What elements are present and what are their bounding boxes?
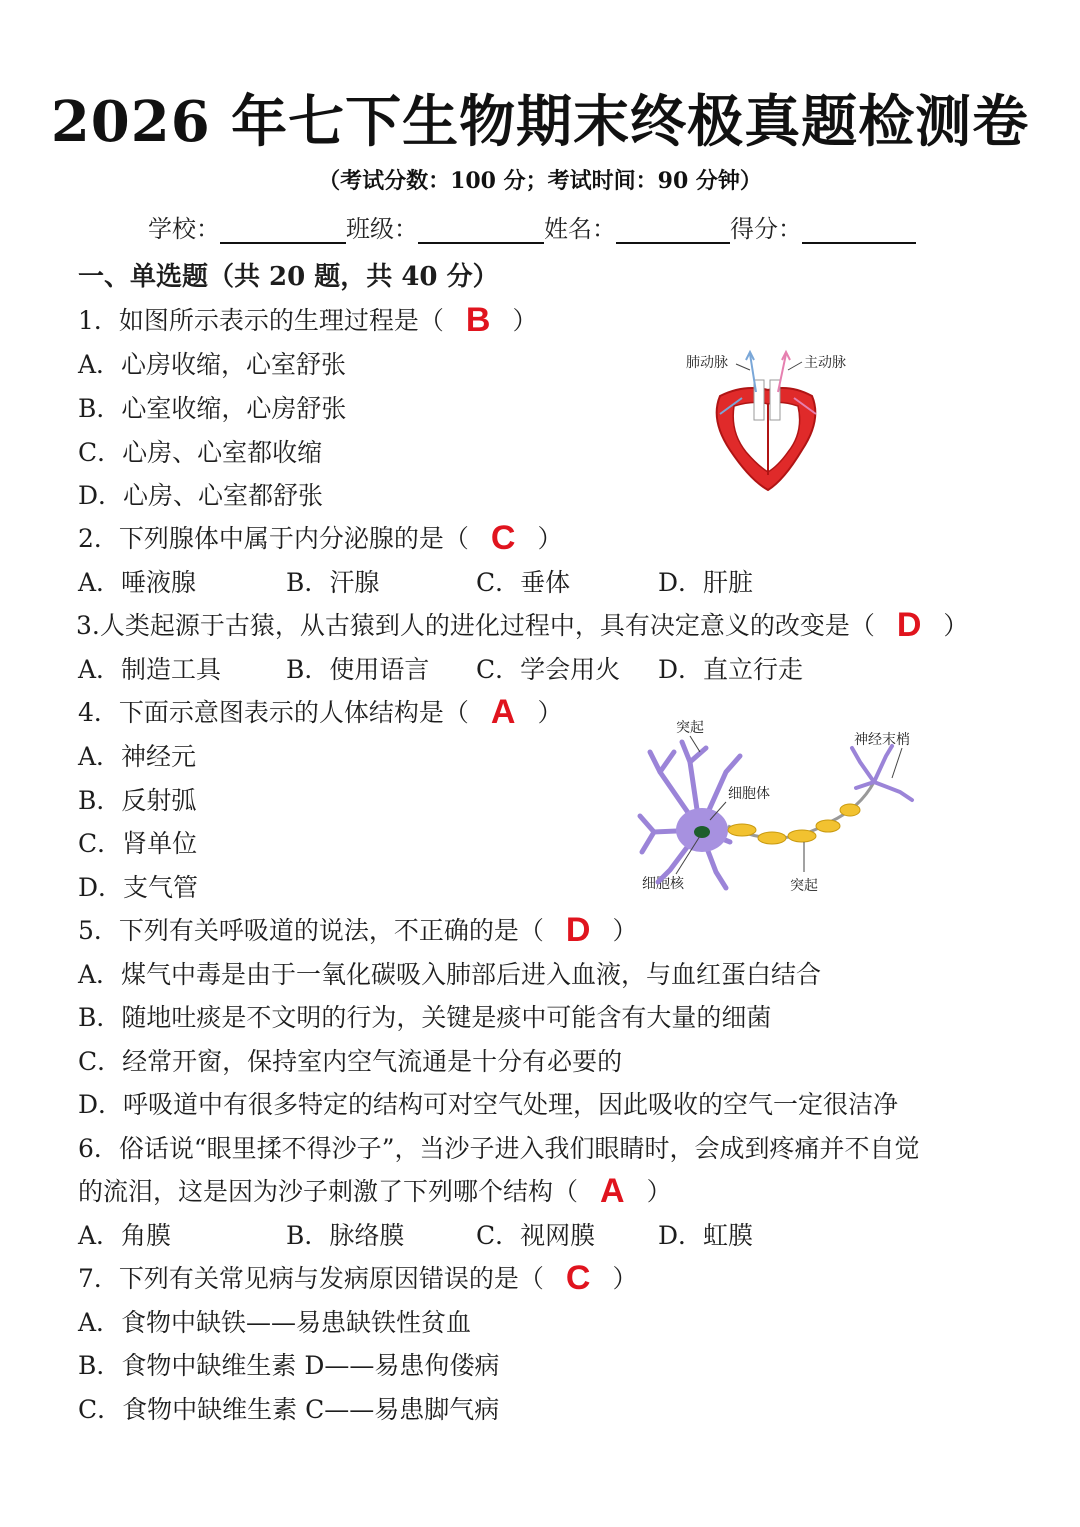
question-6-stem: 6．俗话说“眼里揉不得沙子”，当沙子进入我们眼睛时，会成到疼痛并不自觉 — [78, 1134, 920, 1163]
q3-options — [78, 653, 803, 687]
leader-nerve-ending — [892, 748, 902, 778]
q6-option-d: D．虹膜 — [658, 1221, 754, 1250]
q2-option-a: A．唾液腺 — [78, 568, 197, 597]
answer-7: C — [565, 1259, 591, 1297]
q4-option-c: C．肾单位 — [78, 829, 198, 858]
section-title: 一、单选题（共 20 题，共 40 分） — [78, 262, 499, 292]
class-label: 班级： — [346, 215, 418, 243]
q6-options — [78, 1219, 753, 1253]
class-blank[interactable] — [418, 216, 544, 244]
name-blank[interactable] — [616, 216, 730, 244]
exam-title: 2026 年七下生物期末终极真题检测卷 — [50, 89, 1030, 155]
q3-option-b: B．使用语言 — [286, 655, 430, 684]
school-blank[interactable] — [220, 216, 346, 244]
label-nucleus: 细胞核 — [642, 876, 684, 892]
question-4-stem: 4．下面示意图表示的人体结构是（ A ） — [78, 693, 563, 731]
exam-subtitle: （考试分数：100 分；考试时间：90 分钟） — [318, 168, 762, 194]
label-nerve-ending: 神经末梢 — [854, 732, 910, 748]
q1-option-a: A．心房收缩，心室舒张 — [78, 350, 347, 379]
answer-5: D — [565, 911, 591, 949]
q2-options — [78, 566, 753, 600]
q3-option-a: A．制造工具 — [78, 655, 222, 684]
leader-aorta — [788, 362, 802, 370]
nucleus — [694, 826, 710, 838]
q5-option-a: A．煤气中毒是由于一氧化碳吸入肺部后进入血液，与血红蛋白结合 — [78, 960, 822, 989]
heart-diagram — [680, 340, 870, 500]
q3-option-d: D．直立行走 — [658, 655, 804, 684]
q6-option-b: B．脉络膜 — [286, 1221, 405, 1250]
q3-option-c: C．学会用火 — [476, 655, 621, 684]
leader-dendrite — [690, 736, 700, 752]
q2-option-c: C．垂体 — [476, 568, 571, 597]
school-label: 学校： — [148, 215, 220, 243]
question-7-stem: 7．下列有关常见病与发病原因错误的是（ C ） — [78, 1259, 638, 1297]
q6-option-a: A．角膜 — [78, 1221, 172, 1250]
leader-pulmonary — [736, 364, 750, 370]
answer-6: A — [600, 1172, 625, 1210]
q1-option-b: B．心室收缩，心房舒张 — [78, 394, 347, 423]
score-label: 得分： — [730, 215, 802, 243]
label-aorta: 主动脉 — [804, 355, 846, 371]
answer-4: A — [490, 693, 516, 731]
q4-option-d: D．支气管 — [78, 873, 199, 902]
q7-option-a: A．食物中缺铁——易患缺铁性贫血 — [78, 1308, 472, 1337]
axon-terminals — [852, 746, 912, 800]
answer-1: B — [465, 301, 491, 339]
q7-option-c: C．食物中缺维生素 C——易患脚气病 — [78, 1395, 500, 1424]
question-1-stem: 1．如图所示表示的生理过程是（ B ） — [78, 301, 538, 339]
student-info-row — [148, 208, 948, 244]
score-blank[interactable] — [802, 216, 916, 244]
q7-option-b: B．食物中缺维生素 D——易患佝偻病 — [78, 1351, 500, 1380]
label-cell-body: 细胞体 — [728, 786, 770, 802]
q4-option-b: B．反射弧 — [78, 786, 197, 815]
label-dendrite: 突起 — [676, 720, 704, 736]
q2-option-b: B．汗腺 — [286, 568, 380, 597]
q5-option-b: B．随地吐痰是不文明的行为，关键是痰中可能含有大量的细菌 — [78, 1003, 772, 1032]
myelin-sheath — [728, 804, 860, 844]
question-6-stem-cont: 的流泪，这是因为沙子刺激了下列哪个结构（ A ） — [78, 1172, 672, 1210]
q2-option-d: D．肝脏 — [658, 568, 754, 597]
q1-option-c: C．心房、心室都收缩 — [78, 438, 323, 467]
label-pulmonary-artery: 肺动脉 — [686, 355, 728, 371]
label-axon: 突起 — [790, 878, 818, 894]
q1-option-d: D．心房、心室都舒张 — [78, 481, 324, 510]
question-5-stem: 5．下列有关呼吸道的说法，不正确的是（ D ） — [78, 911, 638, 949]
answer-2: C — [490, 519, 516, 557]
q5-option-c: C．经常开窗，保持室内空气流通是十分有必要的 — [78, 1047, 623, 1076]
neuron-diagram — [630, 712, 930, 902]
q6-option-c: C．视网膜 — [476, 1221, 596, 1250]
q4-option-a: A．神经元 — [78, 742, 197, 771]
question-2-stem: 2．下列腺体中属于内分泌腺的是（ C ） — [78, 519, 563, 557]
name-label: 姓名： — [544, 215, 616, 243]
answer-3: D — [896, 606, 922, 644]
question-3-stem: 3.人类起源于古猿，从古猿到人的进化过程中，具有决定意义的改变是（ D ） — [76, 606, 969, 644]
q5-option-d: D．呼吸道中有很多特定的结构可对空气处理，因此吸收的空气一定很洁净 — [78, 1090, 899, 1119]
